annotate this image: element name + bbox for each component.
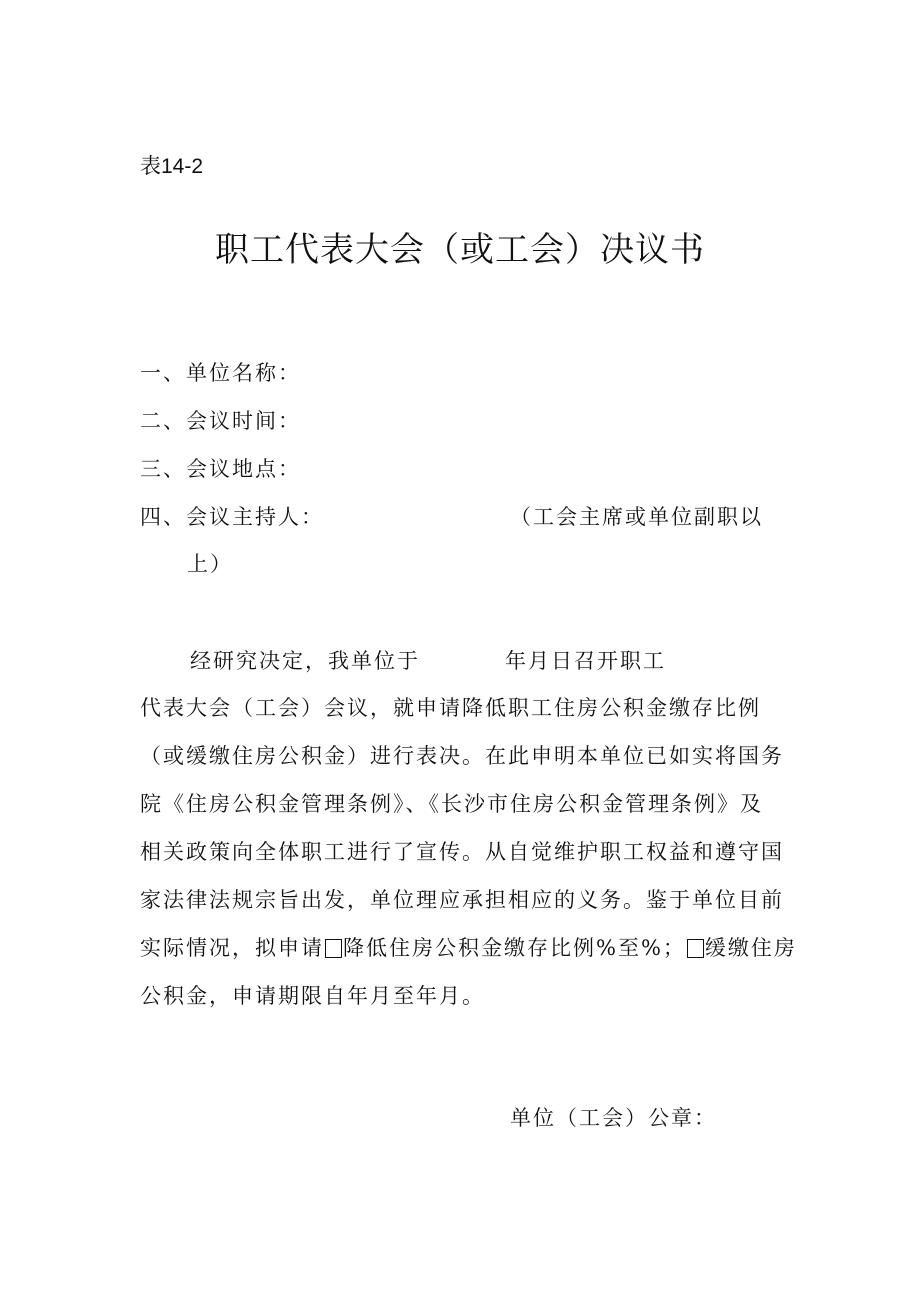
body-line-7c: 缓缴住房 [704,936,797,960]
body-line-8: 公积金，申请期限自年月至年月。 [140,984,485,1008]
body-line-1b: 年月日召开职工 [505,649,666,673]
body-line-2: 代表大会（工会）会议，就申请降低职工住房公积金缴存比例 [140,696,761,720]
document-title: 职工代表大会（或工会）决议书 [215,230,705,270]
meeting-host-field: 四、会议主持人： [140,505,324,529]
body-line-4: 院《住房公积金管理条例》、《长沙市住房公积金管理条例》及 [140,792,763,816]
meeting-host-note: （工会主席或单位副职以 [510,505,763,529]
meeting-time-field: 二、会议时间： [140,409,301,433]
body-line-7a: 实际情况，拟申请 [140,936,324,960]
body-line-6: 家法律法规宗旨出发，单位理应承担相应的义务。鉴于单位目前 [140,888,784,912]
body-line-5: 相关政策向全体职工进行了宣传。从自觉维护职工权益和遵守国 [140,840,784,864]
meeting-place-field: 三、会议地点： [140,457,301,481]
body-line-7b: 降低住房公积金缴存比例%至%； [343,936,686,960]
form-number: 表14-2 [140,155,204,178]
defer-payment-checkbox[interactable] [687,939,704,958]
unit-name-field: 一、单位名称： [140,361,301,385]
meeting-host-note-cont: 上） [187,552,233,576]
reduce-ratio-checkbox[interactable] [325,939,342,958]
seal-label: 单位（工会）公章： [510,1106,717,1130]
body-line-3: （或缓缴住房公积金）进行表决。在此申明本单位已如实将国务 [140,744,784,768]
body-line-7 [140,932,797,962]
body-line-1a: 经研究决定，我单位于 [190,649,420,673]
